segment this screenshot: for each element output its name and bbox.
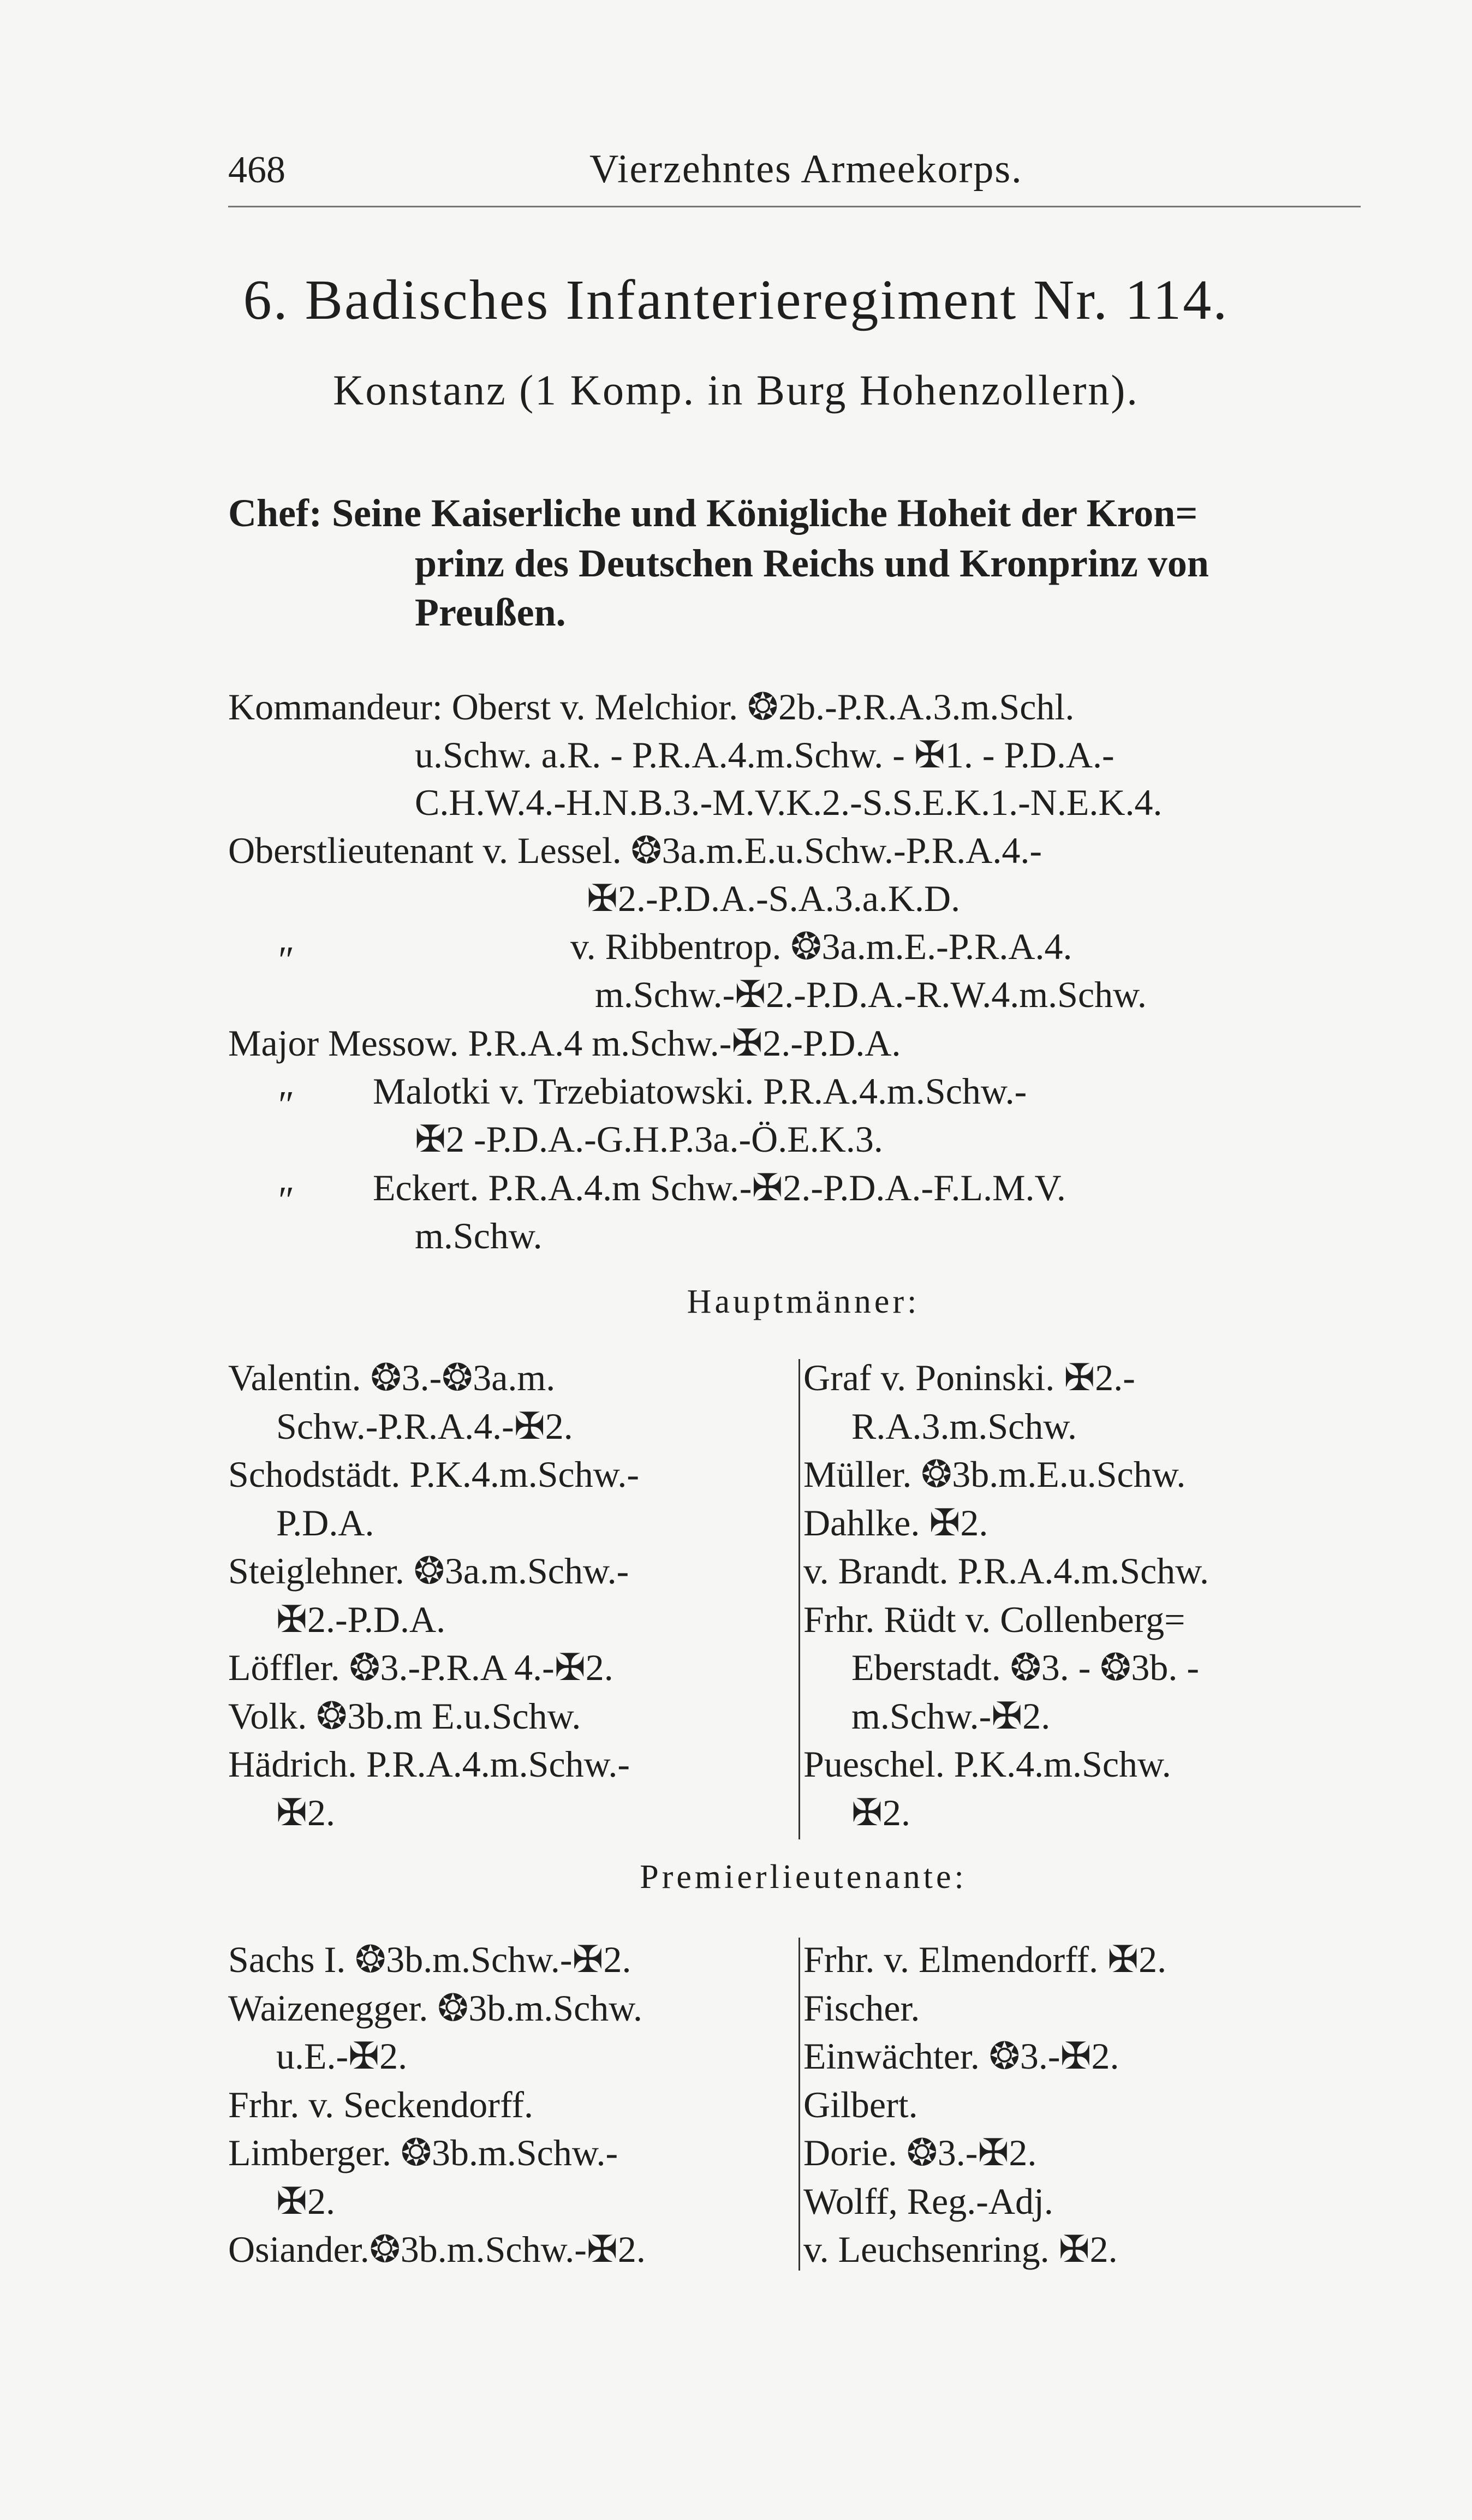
table-cell-left: Sachs I. ❂3b.m.Schw.-✠2. [228, 1939, 631, 1980]
chef-line: Chef: Seine Kaiserliche und Königliche Hoheit der Kron= [228, 491, 1198, 535]
table-cell-right: Eberstadt. ❂3. - ❂3b. - [851, 1647, 1200, 1688]
table-cell-right: v. Leuchsenring. ✠2. [803, 2229, 1118, 2270]
table-cell-right: Dorie. ❂3.-✠2. [803, 2132, 1037, 2173]
staff-line: Major Messow. P.R.A.4 m.Schw.-✠2.-P.D.A. [228, 1022, 901, 1064]
column-divider [798, 1359, 800, 1839]
table-cell-right: Fischer. [803, 1987, 920, 2029]
section-heading-hauptmaenner: Hauptmänner: [687, 1283, 920, 1320]
staff-line: u.Schw. a.R. - P.R.A.4.m.Schw. - ✠1. - P.D.A.- [415, 734, 1115, 776]
ditto-mark: ″ [278, 1179, 295, 1222]
table-cell-left: Frhr. v. Seckendorff. [228, 2084, 534, 2125]
table-cell-right: Frhr. Rüdt v. Collenberg= [803, 1599, 1185, 1640]
regiment-title: 6. Badisches Infanterieregiment Nr. 114. [243, 269, 1229, 331]
staff-line: Eckert. P.R.A.4.m Schw.-✠2.-P.D.A.-F.L.M.V. [373, 1167, 1066, 1208]
table-cell-right: Wolff, Reg.-Adj. [803, 2181, 1053, 2222]
table-cell-right: Müller. ❂3b.m.E.u.Schw. [803, 1453, 1186, 1495]
ditto-mark: ″ [278, 939, 295, 981]
table-cell-right: R.A.3.m.Schw. [851, 1405, 1077, 1447]
table-cell-right: Einwächter. ❂3.-✠2. [803, 2035, 1119, 2077]
garrison-line: Konstanz (1 Komp. in Burg Hohenzollern). [333, 366, 1139, 414]
page-number: 468 [228, 149, 285, 191]
table-cell-left: Osiander.❂3b.m.Schw.-✠2. [228, 2229, 646, 2270]
staff-line: v. Ribbentrop. ❂3a.m.E.-P.R.A.4. [570, 926, 1072, 967]
table-cell-left: Steiglehner. ❂3a.m.Schw.- [228, 1550, 629, 1592]
staff-line: m.Schw.-✠2.-P.D.A.-R.W.4.m.Schw. [595, 974, 1147, 1015]
table-cell-left: u.E.-✠2. [276, 2035, 408, 2077]
table-cell-left: Volk. ❂3b.m E.u.Schw. [228, 1695, 581, 1737]
section-heading-premierlieutenante: Premierlieutenante: [640, 1858, 967, 1896]
table-cell-left: Löffler. ❂3.-P.R.A 4.-✠2. [228, 1647, 613, 1688]
header-rule [228, 206, 1361, 207]
table-cell-right: v. Brandt. P.R.A.4.m.Schw. [803, 1550, 1209, 1592]
table-cell-right: Frhr. v. Elmendorff. ✠2. [803, 1939, 1167, 1980]
table-cell-right: ✠2. [851, 1792, 910, 1833]
table-cell-left: P.D.A. [276, 1502, 374, 1544]
staff-line: Oberstlieutenant v. Lessel. ❂3a.m.E.u.Schw.-P.R.A.4.- [228, 830, 1042, 871]
table-cell-left: ✠2.-P.D.A. [276, 1599, 446, 1640]
chef-line: Preußen. [415, 591, 566, 634]
table-cell-right: Dahlke. ✠2. [803, 1502, 988, 1544]
table-cell-left: ✠2. [276, 2181, 335, 2222]
staff-line: ✠2.-P.D.A.-S.A.3.a.K.D. [587, 878, 961, 919]
column-divider [798, 1938, 800, 2271]
table-cell-left: ✠2. [276, 1792, 335, 1833]
table-cell-left: Schodstädt. P.K.4.m.Schw.- [228, 1453, 640, 1495]
table-cell-left: Waizenegger. ❂3b.m.Schw. [228, 1987, 642, 2029]
table-cell-left: Schw.-P.R.A.4.-✠2. [276, 1405, 573, 1447]
staff-line: Kommandeur: Oberst v. Melchior. ❂2b.-P.R.A.3.m.Schl. [228, 686, 1075, 728]
staff-line: Malotki v. Trzebiatowski. P.R.A.4.m.Schw.- [373, 1070, 1027, 1112]
table-cell-left: Limberger. ❂3b.m.Schw.- [228, 2132, 618, 2173]
table-cell-right: Gilbert. [803, 2084, 918, 2125]
staff-line: ✠2 -P.D.A.-G.H.P.3a.-Ö.E.K.3. [415, 1118, 883, 1160]
table-cell-left: Hädrich. P.R.A.4.m.Schw.- [228, 1743, 630, 1785]
table-cell-left: Valentin. ❂3.-❂3a.m. [228, 1357, 556, 1398]
table-cell-right: Graf v. Poninski. ✠2.- [803, 1357, 1135, 1398]
table-cell-right: Pueschel. P.K.4.m.Schw. [803, 1743, 1171, 1785]
running-title: Vierzehntes Armeekorps. [589, 147, 1023, 192]
staff-line: C.H.W.4.-H.N.B.3.-M.V.K.2.-S.S.E.K.1.-N.E.K.4. [415, 782, 1163, 823]
chef-line: prinz des Deutschen Reichs und Kronprinz von [415, 541, 1209, 585]
table-cell-right: m.Schw.-✠2. [851, 1695, 1051, 1737]
staff-line: m.Schw. [415, 1215, 543, 1256]
ditto-mark: ″ [278, 1084, 295, 1126]
